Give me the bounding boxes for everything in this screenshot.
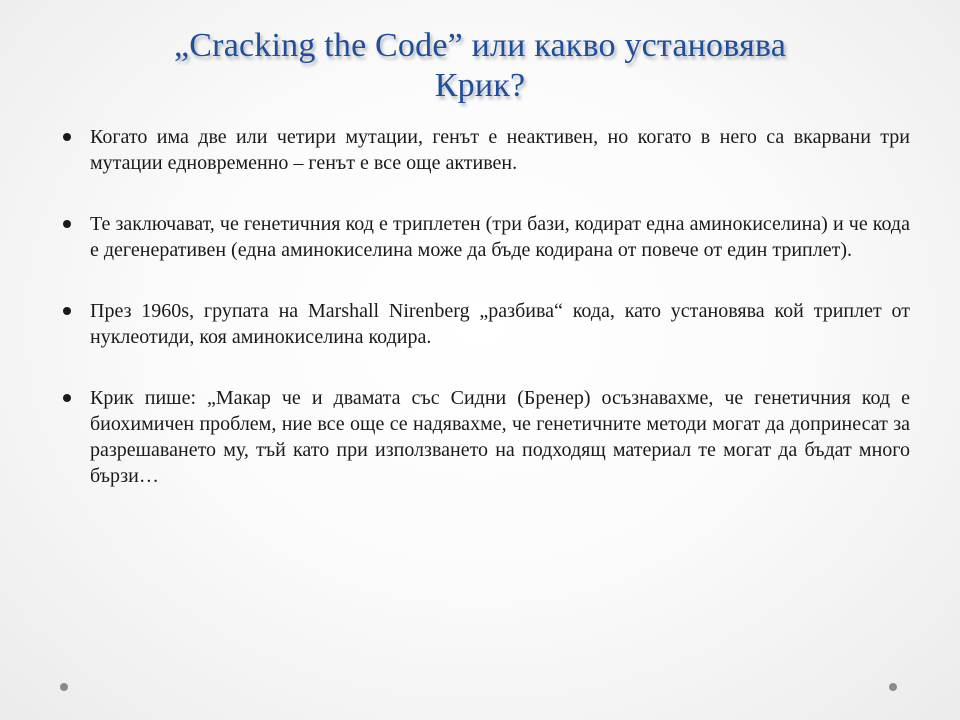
bullet-item xyxy=(58,211,910,263)
corner-dot-left-icon xyxy=(60,683,68,691)
bullet-dot-icon xyxy=(63,394,71,402)
bullet-dot-icon xyxy=(63,133,71,141)
bullet-item xyxy=(58,298,910,350)
bullet-item xyxy=(58,385,910,489)
bullet-item xyxy=(58,124,910,176)
slide-title-line-1: „Cracking the Code” или какво установява xyxy=(174,27,786,64)
bullet-text: През 1960s, групата на Marshall Nirenberg „разбива“ кода, като установява кой триплет от нуклеотиди, коя аминокиселина кодира. xyxy=(90,300,910,348)
bullet-text: Крик пише: „Макар че и двамата със Сидни (Бренер) осъзнавахме, че генетичния код е биохимичен проблем, ние все още се надявахме, че генетичните методи могат да допринесат за разрешаването му, тъй като при използването на подходящ материал те могат да бъдат много бързи… xyxy=(90,387,910,487)
bullet-list xyxy=(58,124,910,524)
bullet-text: Те заключават, че генетичния код е триплетен (три бази, кодират една аминокиселина) и че кода е дегенеративен (една аминокиселина може да бъде кодирана от повече от един триплет). xyxy=(90,213,910,261)
slide-title xyxy=(100,26,860,106)
bullet-dot-icon xyxy=(63,220,71,228)
bullet-dot-icon xyxy=(63,307,71,315)
slide-title-line-2: Крик? xyxy=(434,67,526,104)
bullet-text: Когато има две или четири мутации, генът е неактивен, но когато в него са вкарвани три мутации едновременно – генът е все още активен. xyxy=(90,126,910,174)
corner-dot-right-icon xyxy=(889,683,897,691)
